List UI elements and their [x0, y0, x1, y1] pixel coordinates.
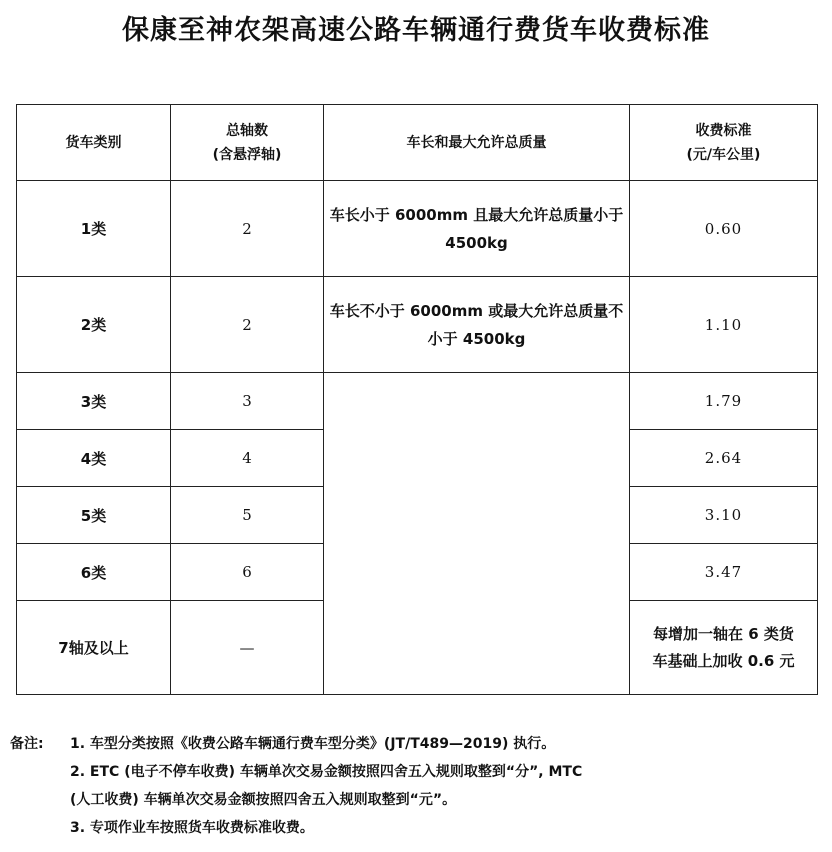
header-rate-line2: (元/车公里) [686, 146, 761, 163]
fee-table [16, 104, 818, 695]
description-cell: 车长小于 6000mm 且最大允许总质量小于 4500kg [324, 181, 630, 277]
table-header-row [17, 105, 818, 181]
category-cell: 2类 [17, 277, 171, 373]
category-cell: 6类 [17, 544, 171, 601]
axles-cell: 4 [171, 430, 324, 487]
note-item [10, 730, 822, 758]
note-item [10, 758, 822, 786]
rate-cell: 0.60 [630, 181, 818, 277]
notes-section [10, 730, 822, 842]
notes-label: 备注: [10, 736, 44, 752]
description-cell: 车长不小于 6000mm 或最大允许总质量不小于 4500kg [324, 277, 630, 373]
rate-cell: 1.10 [630, 277, 818, 373]
category-cell: 5类 [17, 487, 171, 544]
page-title: 保康至神农架高速公路车辆通行费货车收费标准 [122, 15, 710, 46]
header-rate [630, 105, 818, 181]
empty-description-cell [324, 373, 630, 695]
axles-cell: 2 [171, 181, 324, 277]
category-cell: 3类 [17, 373, 171, 430]
table-row [17, 181, 818, 277]
header-axles [171, 105, 324, 181]
header-category: 货车类别 [17, 105, 171, 181]
axles-cell: 2 [171, 277, 324, 373]
axles-cell: 5 [171, 487, 324, 544]
rate-cell: 3.10 [630, 487, 818, 544]
header-description: 车长和最大允许总质量 [324, 105, 630, 181]
rate-extra-line2: 车基础上加收 0.6 元 [652, 651, 795, 670]
rate-extra-line1: 每增加一轴在 6 类货 [653, 624, 794, 643]
header-axles-line1: 总轴数 [226, 122, 268, 139]
note-text: (人工收费) 车辆单次交易金额按照四舍五入规则取整到“元”。 [70, 792, 457, 808]
table-row [17, 373, 818, 430]
table-row [17, 277, 818, 373]
note-text: 3. 专项作业车按照货车收费标准收费。 [70, 820, 314, 836]
rate-cell: 3.47 [630, 544, 818, 601]
category-cell: 4类 [17, 430, 171, 487]
rate-cell: 2.64 [630, 430, 818, 487]
note-text: 2. ETC (电子不停车收费) 车辆单次交易金额按照四舍五入规则取整到“分”, MTC [70, 764, 583, 780]
axles-cell: — [171, 601, 324, 695]
header-rate-line1: 收费标准 [695, 122, 752, 139]
rate-extra-cell [630, 601, 818, 695]
note-text: 1. 车型分类按照《收费公路车辆通行费车型分类》(JT/T489—2019) 执行。 [70, 736, 556, 752]
category-cell: 7轴及以上 [17, 601, 171, 695]
note-item [10, 786, 822, 814]
axles-cell: 3 [171, 373, 324, 430]
header-axles-line2: (含悬浮轴) [212, 146, 282, 163]
category-cell: 1类 [17, 181, 171, 277]
note-item [10, 814, 822, 842]
rate-cell: 1.79 [630, 373, 818, 430]
axles-cell: 6 [171, 544, 324, 601]
